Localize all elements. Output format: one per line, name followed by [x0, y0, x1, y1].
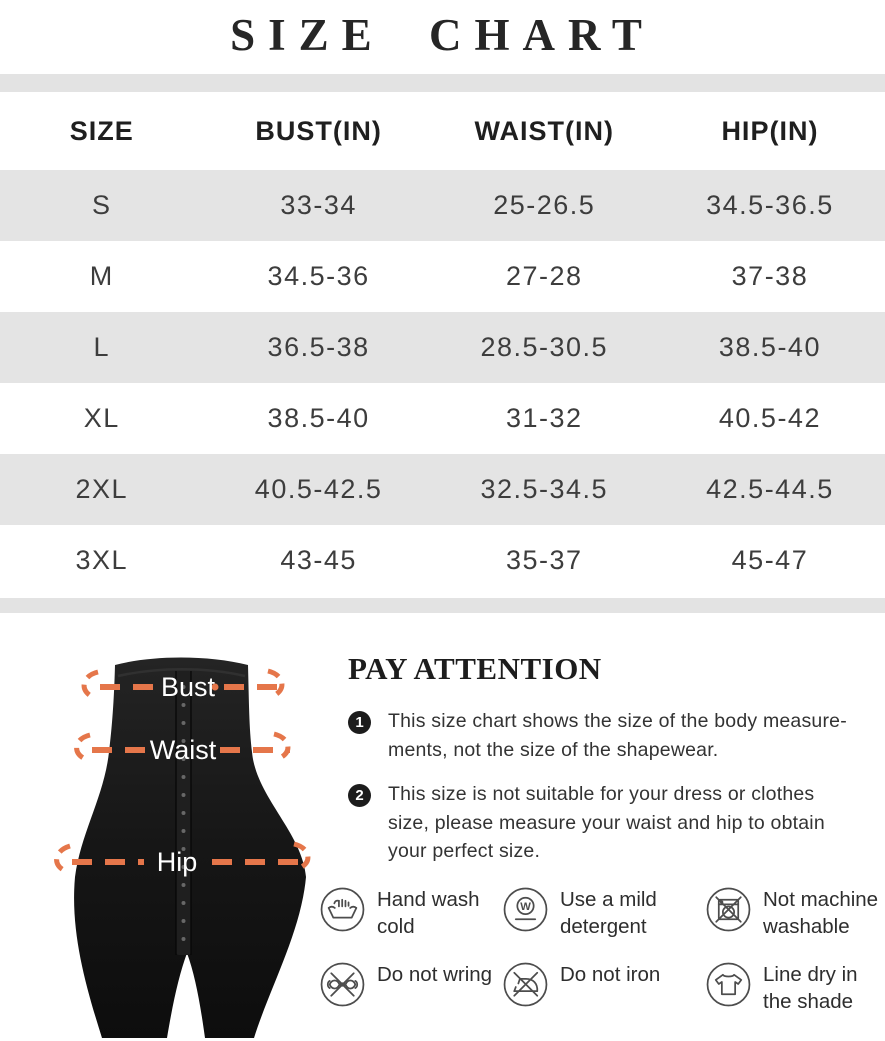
- number-2-badge: 2: [348, 784, 371, 807]
- col-header-bust: BUST(IN): [255, 115, 382, 146]
- bust-arrow-left: [84, 672, 98, 698]
- size-cell: XL: [83, 403, 120, 433]
- care-label: Not machine washable: [763, 888, 879, 938]
- size-cell: L: [93, 332, 111, 362]
- care-label: Do not wring: [377, 963, 493, 986]
- waist-cell: 32.5-34.5: [480, 474, 609, 504]
- bust-cell: 36.5-38: [267, 332, 370, 362]
- do-not-iron-icon: [503, 962, 548, 1007]
- waist-cell: 27-28: [505, 261, 583, 291]
- waist-arrow-left: [77, 735, 90, 760]
- bust-label: Bust: [160, 672, 216, 702]
- size-cell: 2XL: [75, 474, 129, 504]
- pay-attention-heading: PAY ATTENTION: [348, 651, 602, 686]
- care-item: [706, 960, 885, 1035]
- care-item: [706, 885, 885, 960]
- waist-cell: 25-26.5: [493, 190, 596, 220]
- size-cell: 3XL: [75, 545, 129, 575]
- table-header-row: [0, 92, 885, 170]
- hip-cell: 34.5-36.5: [706, 190, 834, 220]
- line-dry-shade-icon: [706, 962, 751, 1007]
- care-item: [320, 885, 503, 960]
- attention-text: This size chart shows the size of the body measure-ments, not the size of the shapewear.: [388, 710, 847, 761]
- waist-arrow-right: [274, 734, 288, 759]
- size-chart-table: [0, 92, 885, 596]
- waist-cell: 31-32: [505, 403, 583, 433]
- hip-cell: 45-47: [731, 545, 809, 575]
- not-machine-washable-icon: [706, 887, 751, 932]
- top-divider-bar: [0, 74, 885, 92]
- table-row: [0, 170, 885, 241]
- w-glyph: W: [520, 901, 531, 914]
- table-row: [0, 241, 885, 312]
- do-not-wring-icon: [320, 962, 365, 1007]
- waist-cell: 28.5-30.5: [480, 332, 609, 362]
- col-header-waist: WAIST(IN): [474, 115, 614, 146]
- hip-cell: 42.5-44.5: [706, 474, 834, 504]
- waist-label: Waist: [149, 735, 217, 765]
- size-cell: M: [89, 261, 114, 291]
- attention-item: [348, 780, 853, 866]
- waist-cell: 35-37: [505, 545, 583, 575]
- care-label: Do not iron: [560, 963, 661, 986]
- number-1-badge: 1: [348, 711, 371, 734]
- attention-text: This size is not suitable for your dress or clothes size, please measure your waist and hip to obtain your perfect size.: [388, 783, 825, 862]
- table-row: [0, 525, 885, 596]
- col-header-size: SIZE: [69, 115, 134, 146]
- bust-cell: 43-45: [280, 545, 357, 575]
- shapewear-illustration: [18, 647, 338, 1041]
- bottom-section: [0, 613, 885, 1041]
- hook-dots: [182, 685, 186, 941]
- table-row: [0, 312, 885, 383]
- attention-item: [348, 707, 853, 764]
- hip-arrow-left: [57, 846, 70, 872]
- hip-cell: 38.5-40: [718, 332, 821, 362]
- care-label: Use a mild detergent: [560, 888, 657, 938]
- bust-cell: 40.5-42.5: [254, 474, 383, 504]
- bust-cell: 38.5-40: [267, 403, 370, 433]
- hip-cell: 40.5-42: [718, 403, 821, 433]
- hand-wash-icon: [320, 887, 365, 932]
- size-cell: S: [92, 190, 112, 220]
- hip-cell: 37-38: [731, 261, 809, 291]
- page-title: SIZE CHART: [230, 10, 655, 60]
- hip-label: Hip: [156, 847, 198, 877]
- table-row: [0, 454, 885, 525]
- pay-attention-section: [348, 651, 853, 882]
- bottom-divider-bar: [0, 598, 885, 613]
- care-item: [503, 960, 706, 1035]
- care-label: Line dry in the shade: [763, 963, 858, 1013]
- care-item: [320, 960, 503, 1035]
- care-instructions: [320, 885, 885, 1035]
- table-row: [0, 383, 885, 454]
- bust-cell: 33-34: [280, 190, 357, 220]
- bust-cell: 34.5-36: [267, 261, 370, 291]
- care-item: [503, 885, 706, 960]
- mild-detergent-icon: [503, 887, 548, 932]
- care-label: Hand wash cold: [377, 888, 480, 938]
- col-header-hip: HIP(IN): [721, 115, 819, 146]
